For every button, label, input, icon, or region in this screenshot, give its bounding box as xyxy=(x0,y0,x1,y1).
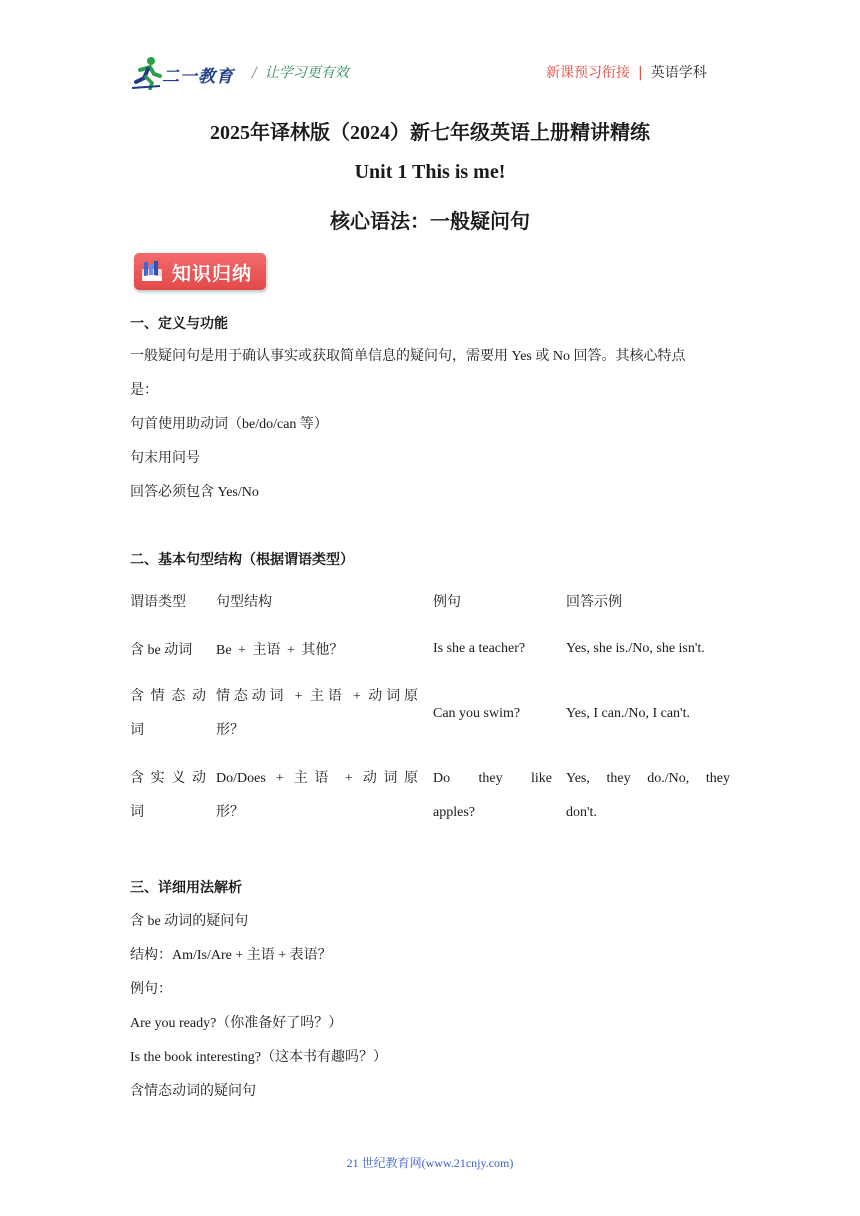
logo-text: 二一教育 xyxy=(162,67,234,86)
unit-title: Unit 1 This is me! xyxy=(354,161,506,183)
runner-logo-icon xyxy=(132,56,162,90)
column-header: 谓语类型 xyxy=(130,595,186,610)
header-right xyxy=(546,62,707,82)
list-item: 例句： xyxy=(130,982,172,997)
topic-title: 核心语法：一般疑问句 xyxy=(330,211,530,233)
header-separator: | xyxy=(638,65,643,81)
table-cell: Is she a teacher? xyxy=(433,641,526,656)
section2-heading: 二、基本句型结构（根据谓语类型） xyxy=(130,552,354,568)
page-footer: 21 世纪教育网(www.21cnjy.com) xyxy=(346,1156,514,1170)
table-cell: Do/Does + 主语 + 动词原 形？ xyxy=(216,771,418,820)
list-item: Is the book interesting?（这本书有趣吗？） xyxy=(130,1050,388,1065)
table-cell: 含实义动 词 xyxy=(130,771,206,820)
sentence-structure-table xyxy=(130,584,732,830)
section1-heading: 一、定义与功能 xyxy=(130,316,228,332)
slogan: / 让学习更有效 xyxy=(252,65,349,81)
table-row xyxy=(130,632,732,666)
column-header: 例句 xyxy=(433,595,461,610)
slogan-text: 让学习更有效 xyxy=(264,65,349,81)
table-cell: Do they like apples? xyxy=(433,771,552,820)
books-icon xyxy=(140,259,164,283)
table-cell: Yes, I can./No, I can't. xyxy=(566,706,690,721)
list-item: 句末用问号 xyxy=(130,451,200,466)
table-cell: Yes, they do./No, they don't. xyxy=(566,771,730,820)
table-header-row xyxy=(130,584,732,618)
list-item: Are you ready?（你准备好了吗？） xyxy=(130,1016,343,1031)
section1-paragraph-line1: 一般疑问句是用于确认事实或获取简单信息的疑问句，需要用 Yes 或 No 回答。其核心特点 xyxy=(130,349,686,364)
section1-paragraph-line2: 是： xyxy=(130,383,158,398)
list-item: 结构：Am/Is/Are + 主语 + 表语？ xyxy=(130,948,332,963)
column-header: 句型结构 xyxy=(216,595,272,610)
knowledge-summary-badge xyxy=(134,253,266,290)
document-title: 2025年译林版（2024）新七年级英语上册精讲精练 xyxy=(210,122,650,144)
list-item: 回答必须包含 Yes/No xyxy=(130,485,259,500)
badge-label: 知识归纳 xyxy=(172,263,253,285)
list-item: 句首使用助动词（be/do/can 等） xyxy=(130,417,328,432)
table-cell: Can you swim? xyxy=(433,706,521,721)
table-cell: 情态动词 + 主语 + 动词原 形？ xyxy=(216,689,418,738)
subject-label: 英语学科 xyxy=(650,65,707,81)
logo xyxy=(132,56,242,90)
page-header xyxy=(0,0,860,100)
column-header: 回答示例 xyxy=(566,595,622,610)
table-row xyxy=(130,762,732,830)
list-item: 含 be 动词的疑问句 xyxy=(130,914,249,929)
table-cell: 含情态动 词 xyxy=(130,689,206,738)
table-cell: 含 be 动词 xyxy=(130,643,193,658)
course-label: 新课预习衔接 xyxy=(546,65,630,81)
section3-heading: 三、详细用法解析 xyxy=(130,880,242,896)
table-cell: Yes, she is./No, she isn't. xyxy=(566,641,705,656)
list-item: 含情态动词的疑问句 xyxy=(130,1084,256,1099)
table-row xyxy=(130,680,732,748)
table-cell: Be + 主语 + 其他？ xyxy=(216,643,344,658)
